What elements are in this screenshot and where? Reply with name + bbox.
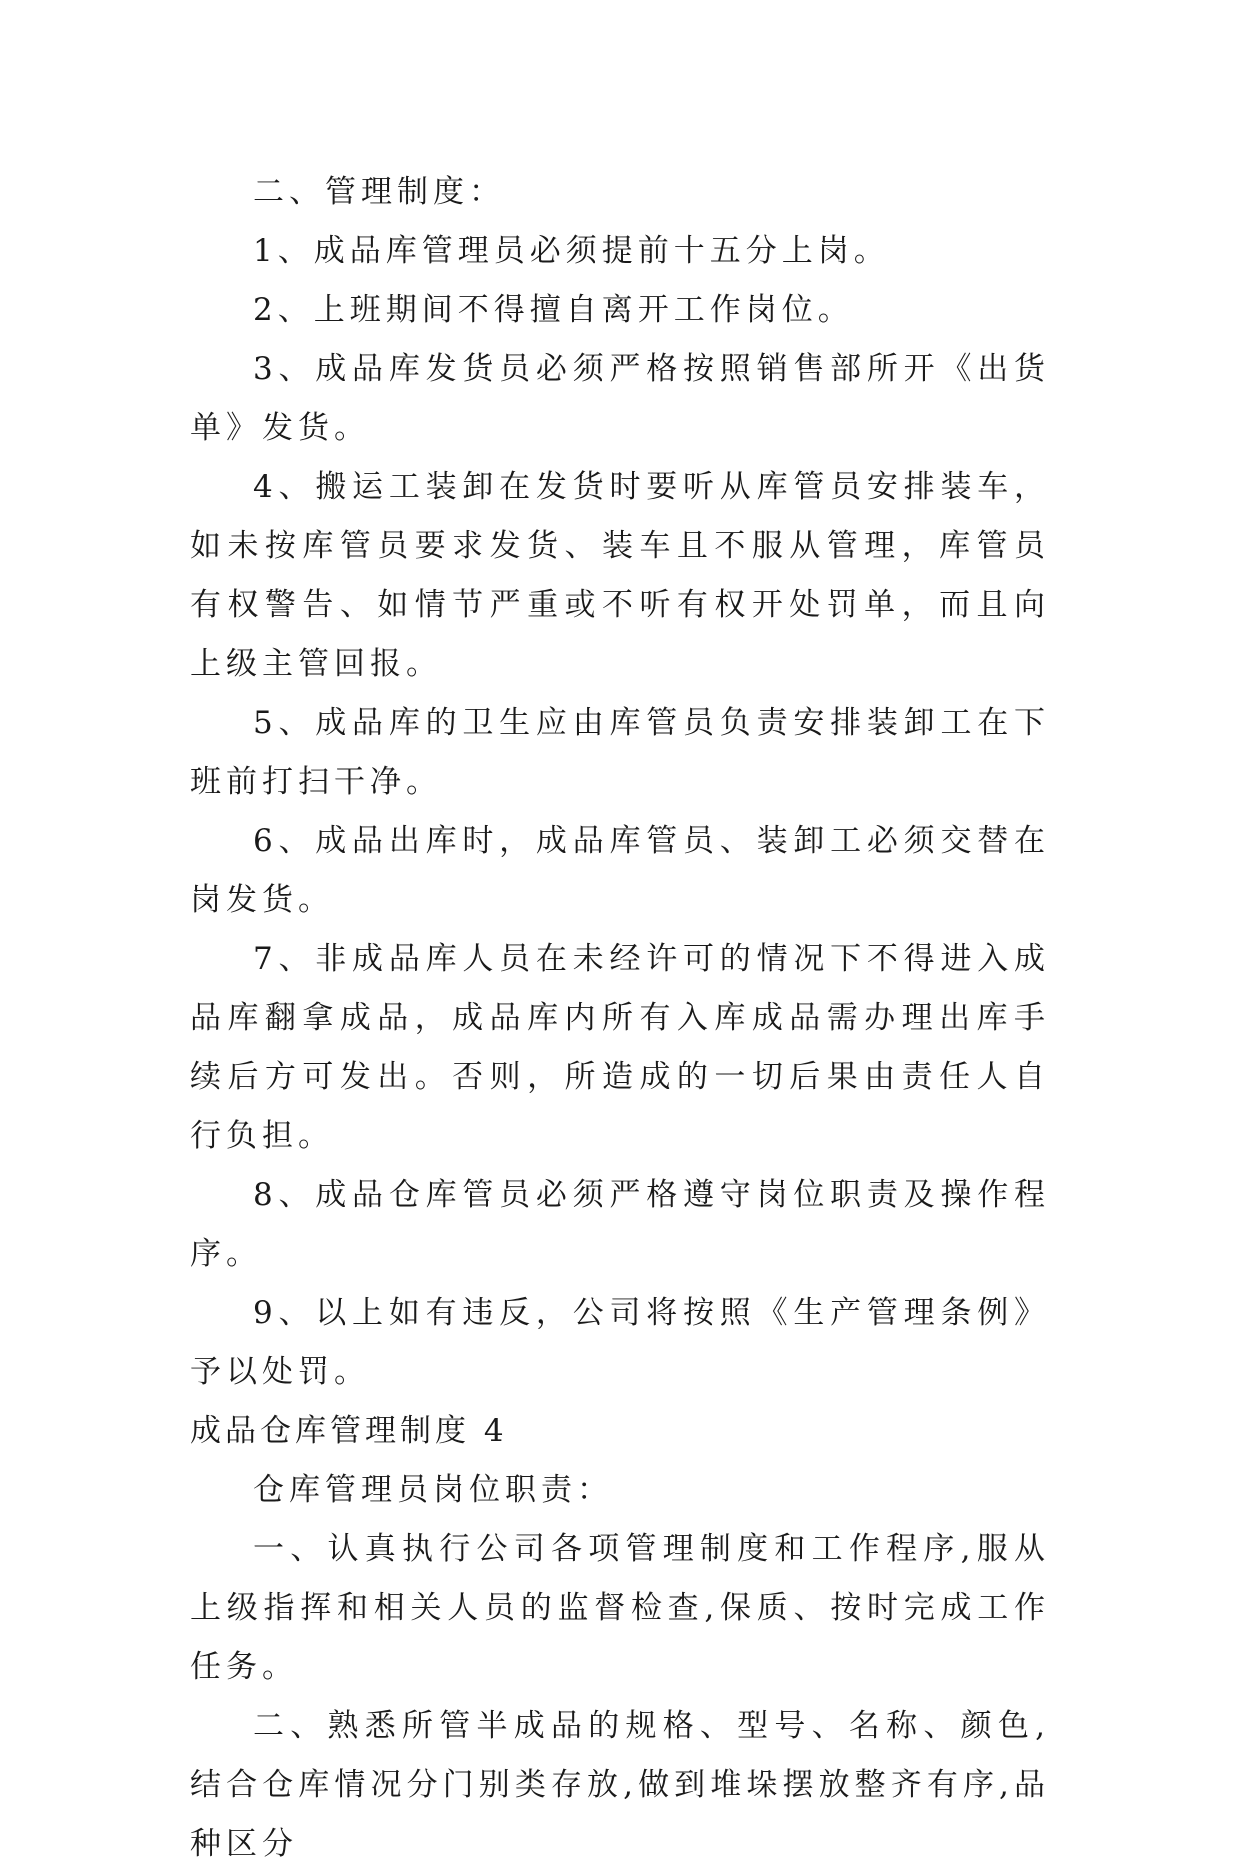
document-body xyxy=(190,163,1050,1874)
rule-item-7: 7、非成品库人员在未经许可的情况下不得进入成品库翻拿成品，成品库内所有入库成品需办理出库手续后方可发出。否则，所造成的一切后果由责任人自行负担。 xyxy=(190,941,1050,1154)
rule-item-8: 8、成品仓库管员必须严格遵守岗位职责及操作程序。 xyxy=(190,1177,1050,1272)
section-heading-management-rules: 二、管理制度： xyxy=(253,174,505,210)
rule-item-2: 2、上班期间不得擅自离开工作岗位。 xyxy=(253,292,854,328)
rule-item-6: 6、成品出库时，成品库管员、装卸工必须交替在岗发货。 xyxy=(190,823,1050,918)
rule-item-5: 5、成品库的卫生应由库管员负责安排装卸工在下班前打扫干净。 xyxy=(190,705,1050,800)
rule-item-4: 4、搬运工装卸在发货时要听从库管员安排装车，如未按库管员要求发货、装车且不服从管理，库管员有权警告、如情节严重或不听有权开处罚单，而且向上级主管回报。 xyxy=(190,469,1050,682)
rule-item-1: 1、成品库管理员必须提前十五分上岗。 xyxy=(253,233,890,269)
rule-item-3: 3、成品库发货员必须严格按照销售部所开《出货单》发货。 xyxy=(190,351,1050,446)
document-section-title: 成品仓库管理制度 4 xyxy=(190,1413,508,1449)
duty-item-2: 二、熟悉所管半成品的规格、型号、名称、颜色,结合仓库情况分门别类存放,做到堆垛摆放整齐有序,品种区分 xyxy=(190,1708,1050,1862)
job-duties-heading: 仓库管理员岗位职责： xyxy=(253,1472,613,1508)
duty-item-1: 一、认真执行公司各项管理制度和工作程序,服从上级指挥和相关人员的监督检查,保质、按时完成工作任务。 xyxy=(190,1531,1050,1685)
rule-item-9: 9、以上如有违反，公司将按照《生产管理条例》予以处罚。 xyxy=(190,1295,1050,1390)
